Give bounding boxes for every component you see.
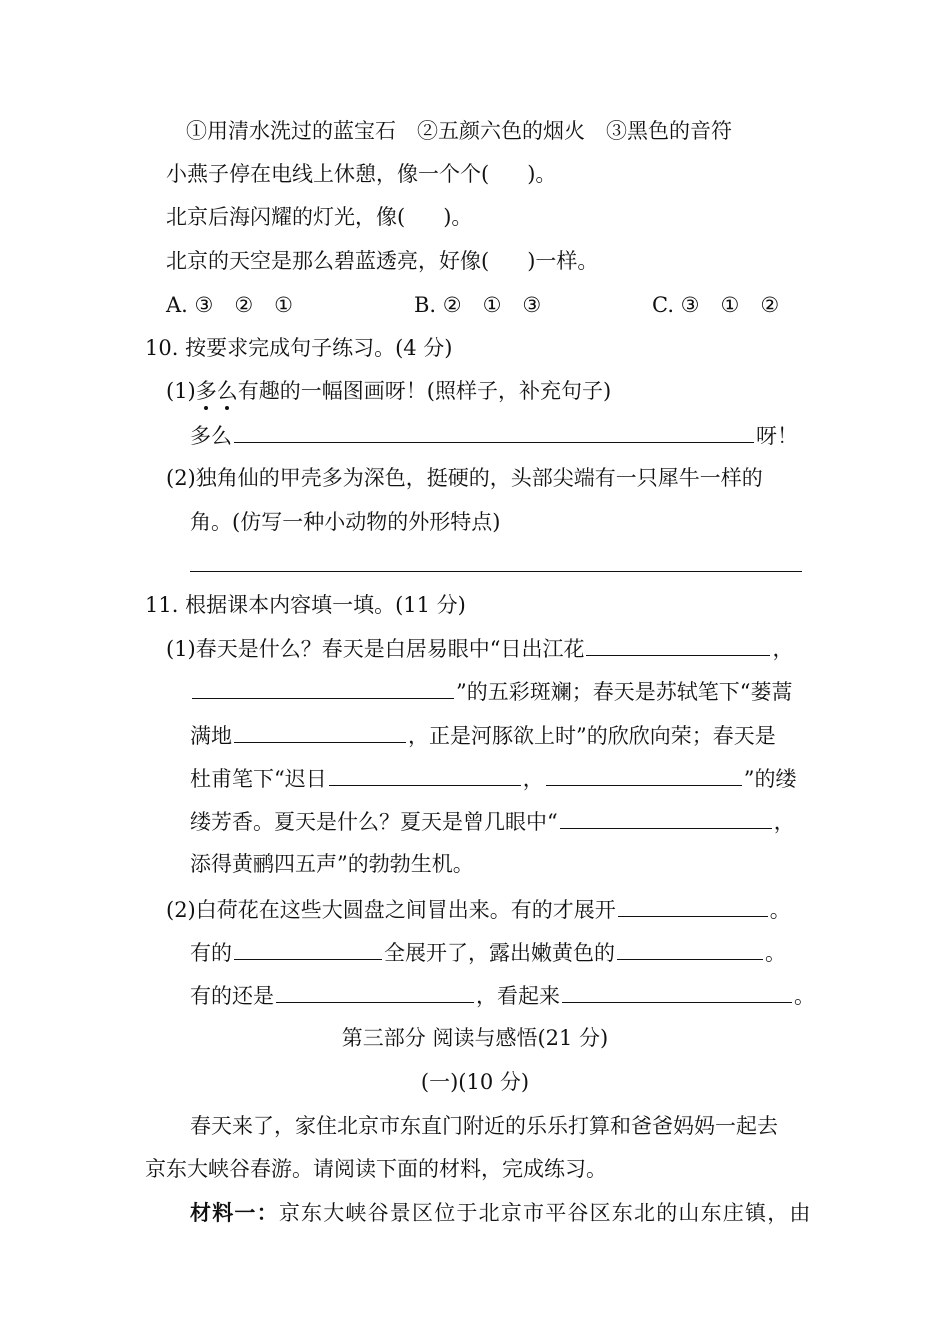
part3-title: 第三部分 阅读与感悟(21 分) — [341, 1026, 609, 1050]
q9-sentence-3: 北京的天空是那么碧蓝透亮，好像( )一样。 — [166, 249, 599, 273]
q11-line-9: 有的还是 ，看起来 。 — [190, 980, 815, 1011]
answer-blank[interactable] — [234, 420, 754, 443]
material-label: 材料一： — [190, 1200, 279, 1225]
q10-part1-answer-line: 多么 呀！ — [190, 420, 798, 451]
choice-c[interactable]: C. ③ ① ② — [652, 293, 780, 317]
emphasis-dot-char: 多 — [195, 379, 217, 403]
q10-title: 10. 按要求完成句子练习。(4 分) — [145, 336, 453, 360]
part3-intro-line1: 春天来了，家住北京市东直门附近的乐乐打算和爸爸妈妈一起去 — [190, 1114, 778, 1138]
q9-options: ①用清水洗过的蓝宝石 ②五颜六色的烟火 ③黑色的音符 — [186, 119, 732, 143]
choice-a[interactable]: A. ③ ② ① — [166, 293, 293, 317]
q11-line-7: (2)白荷花在这些大圆盘之间冒出来。有的才展开 。 — [166, 894, 791, 925]
emphasis-dot-char: 么 — [216, 379, 238, 403]
q11-line-1: (1)春天是什么？春天是白居易眼中“日出江花 ， — [166, 633, 793, 664]
answer-blank[interactable] — [560, 806, 772, 829]
q10-part2-line2: 角。(仿写一种小动物的外形特点) — [190, 510, 501, 534]
answer-blank[interactable] — [276, 980, 474, 1003]
answer-blank[interactable] — [192, 676, 454, 699]
answer-blank[interactable] — [562, 980, 792, 1003]
q11-line-4: 杜甫笔下“迟日 ， ”的缕 — [190, 763, 797, 794]
part3-subtitle: (一)(10 分) — [420, 1070, 530, 1094]
answer-full-line[interactable] — [190, 571, 802, 572]
q9-sentence-2: 北京后海闪耀的灯光，像( )。 — [166, 205, 473, 229]
q11-line-8: 有的 全展开了，露出嫩黄色的 。 — [190, 937, 786, 968]
answer-blank[interactable] — [618, 894, 768, 917]
answer-blank[interactable] — [234, 937, 382, 960]
q11-line-6: 添得黄鹂四五声”的勃勃生机。 — [190, 852, 474, 876]
q10-part1: (1)多么有趣的一幅图画呀！(照样子，补充句子) — [166, 379, 612, 403]
part3-intro-line2: 京东大峡谷春游。请阅读下面的材料，完成练习。 — [145, 1157, 607, 1181]
answer-blank[interactable] — [234, 720, 406, 743]
answer-blank[interactable] — [546, 763, 742, 786]
choice-b[interactable]: B. ② ① ③ — [414, 293, 542, 317]
material-text: 京东大峡谷景区位于北京市平谷区东北的山东庄镇，由 — [278, 1201, 812, 1225]
q11-line-5: 缕芳香。夏天是什么？夏天是曾几眼中“ ， — [190, 806, 795, 837]
q9-sentence-1: 小燕子停在电线上休憩，像一个个( )。 — [166, 162, 557, 186]
answer-blank[interactable] — [586, 633, 770, 656]
q11-line-2: ”的五彩斑斓；春天是苏轼笔下“蒌蒿 — [190, 676, 792, 707]
answer-blank[interactable] — [617, 937, 763, 960]
q11-title: 11. 根据课本内容填一填。(11 分) — [145, 593, 466, 617]
answer-blank[interactable] — [329, 763, 521, 786]
q10-part2-line1: (2)独角仙的甲壳多为深色，挺硬的，头部尖端有一只犀牛一样的 — [166, 466, 763, 490]
q11-line-3: 满地 ，正是河豚欲上时”的欣欣向荣；春天是 — [190, 720, 776, 751]
material-one — [190, 1198, 812, 1228]
